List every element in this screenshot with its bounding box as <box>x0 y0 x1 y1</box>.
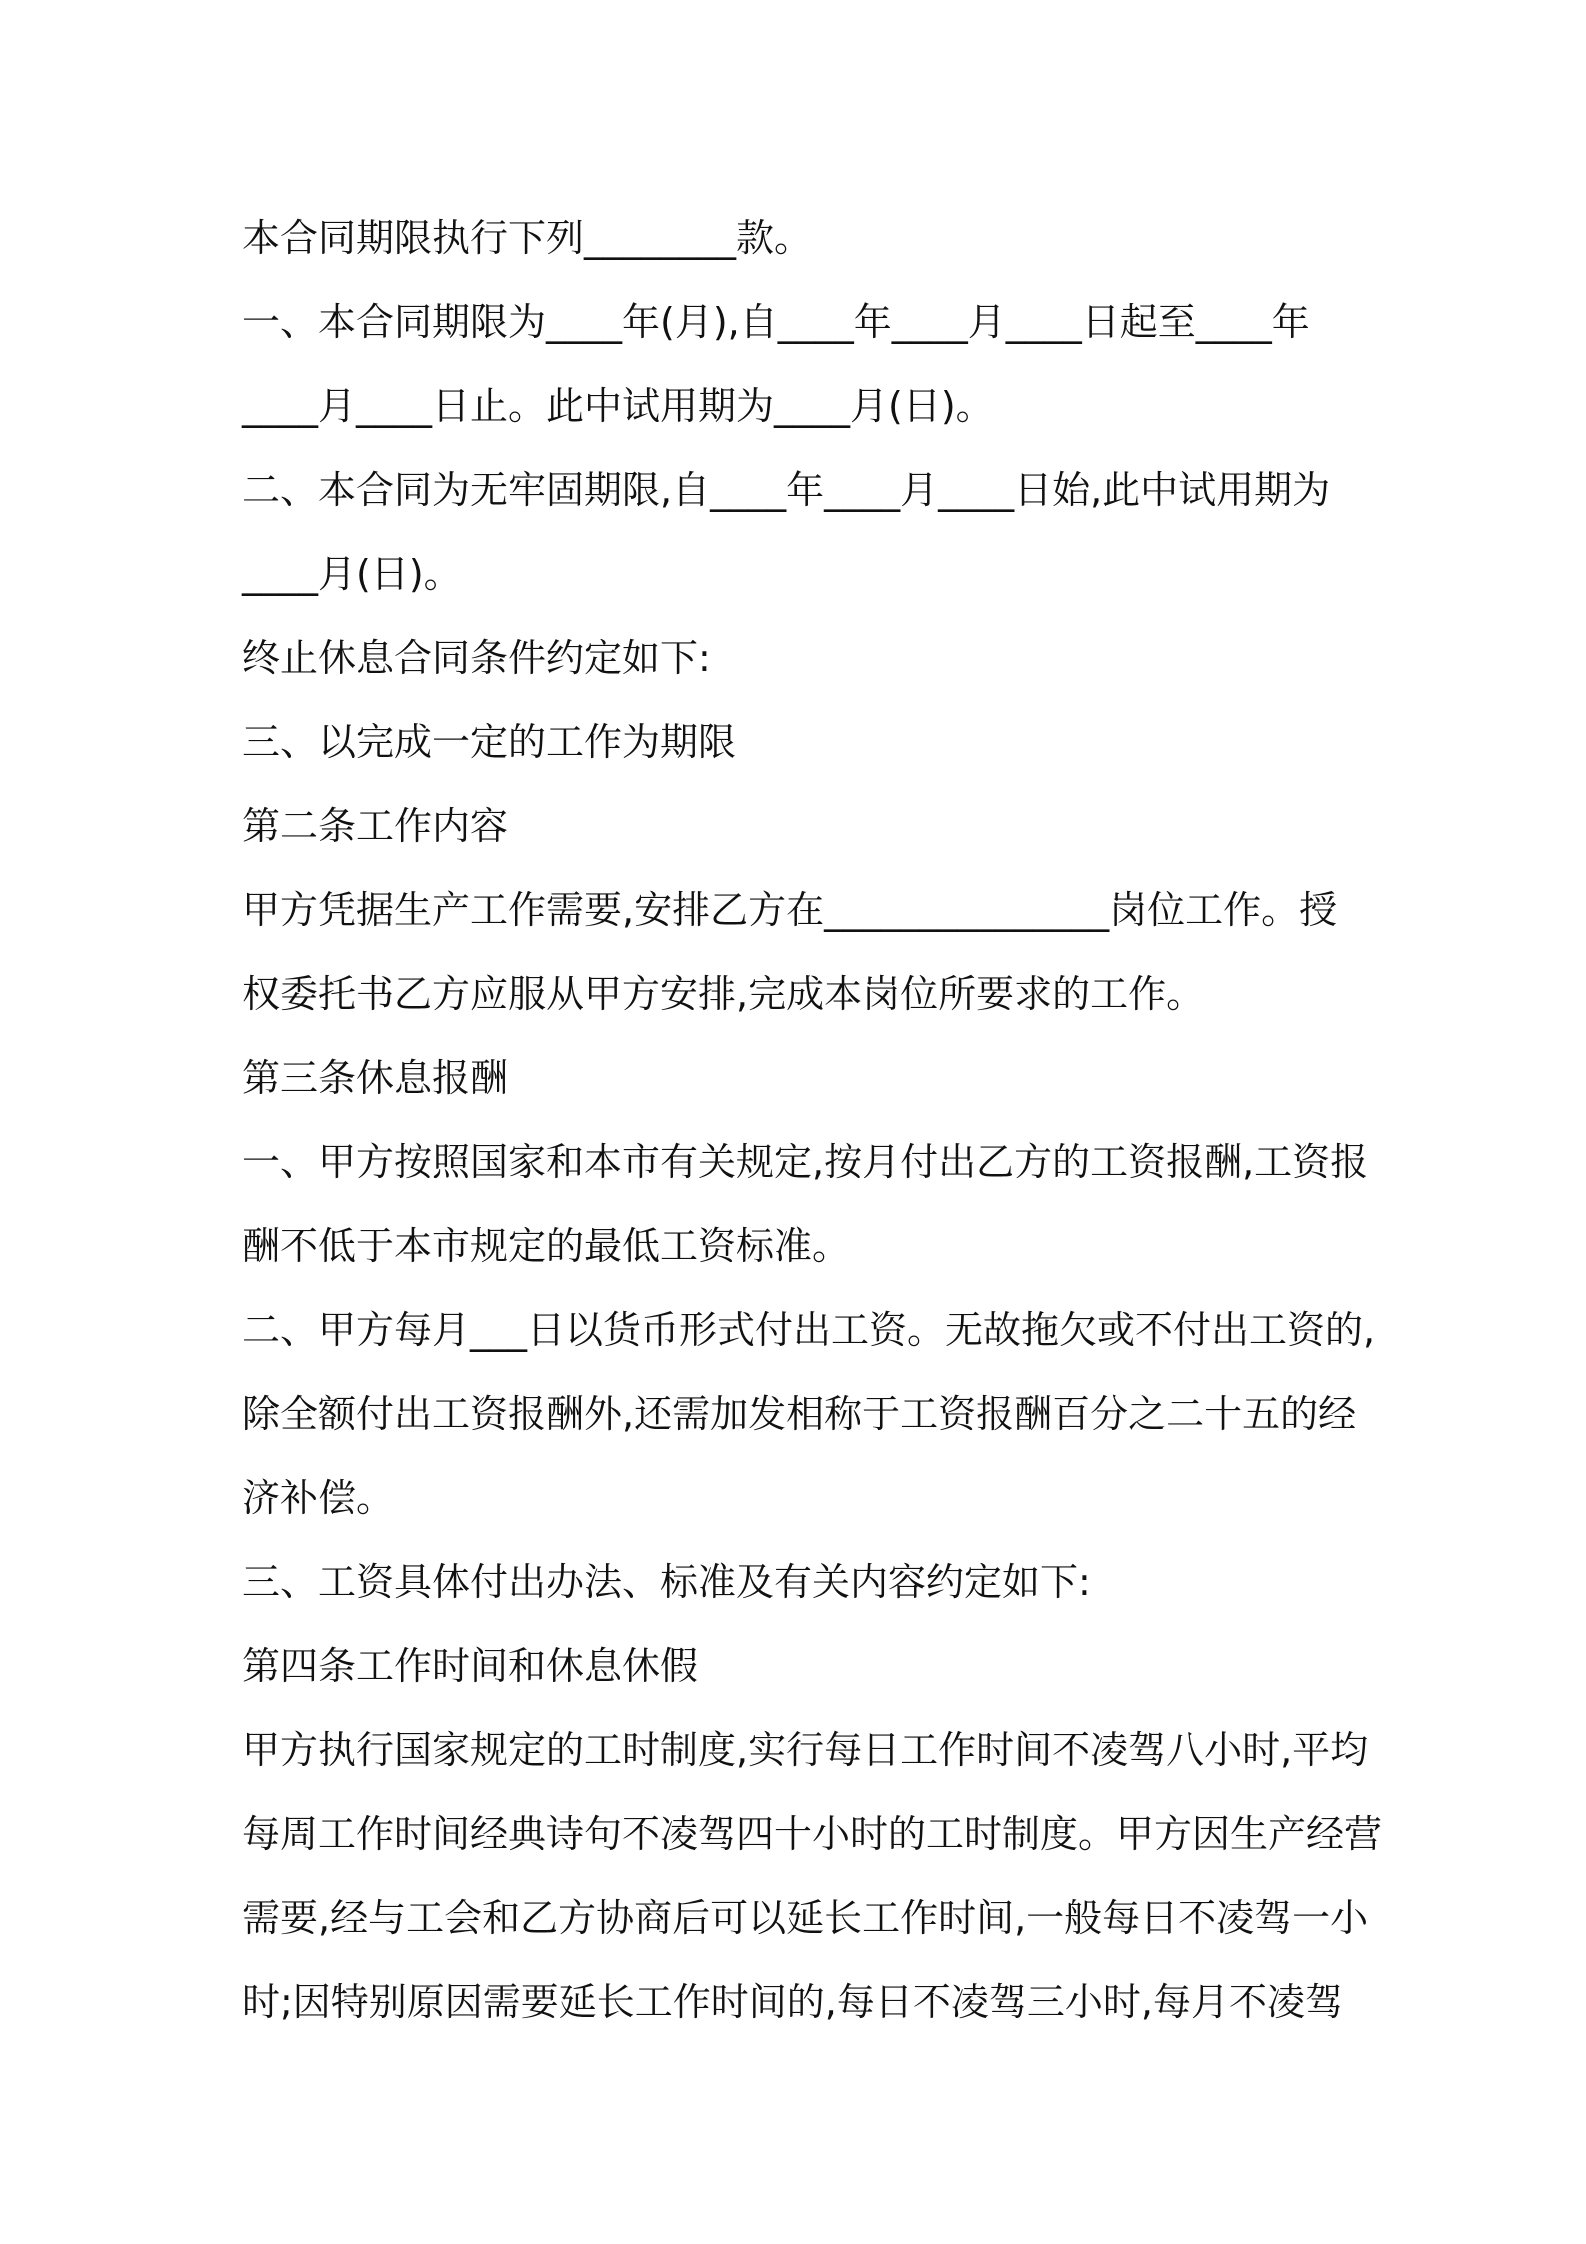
text-line: 三、工资具体付出办法、标准及有关内容约定如下: <box>242 1560 1091 1604</box>
text-line: 每周工作时间经典诗句不凌驾四十小时的工时制度。甲方因生产经营 <box>242 1812 1383 1856</box>
text-line: 二、本合同为无牢固期限,自____年____月____日始,此中试用期为 <box>242 468 1331 512</box>
text-line: 甲方凭据生产工作需要,安排乙方在_______________岗位工作。授 <box>242 888 1338 932</box>
text-line: ____月(日)。 <box>242 552 462 596</box>
text-line: 终止休息合同条件约定如下: <box>242 636 711 680</box>
text-line: 酬不低于本市规定的最低工资标准。 <box>242 1224 851 1268</box>
text-line: 需要,经与工会和乙方协商后可以延长工作时间,一般每日不凌驾一小 <box>242 1896 1369 1940</box>
text-line: 一、甲方按照国家和本市有关规定,按月付出乙方的工资报酬,工资报 <box>242 1140 1369 1184</box>
article-heading: 第二条工作内容 <box>242 804 509 848</box>
text-line: 甲方执行国家规定的工时制度,实行每日工作时间不凌驾八小时,平均 <box>242 1728 1369 1772</box>
text-line: ____月____日止。此中试用期为____月(日)。 <box>242 384 994 428</box>
text-line: 本合同期限执行下列________款。 <box>242 216 813 260</box>
text-line: 除全额付出工资报酬外,还需加发相称于工资报酬百分之二十五的经 <box>242 1392 1357 1436</box>
text-line: 权委托书乙方应服从甲方安排,完成本岗位所要求的工作。 <box>242 972 1205 1016</box>
text-line: 一、本合同期限为____年(月),自____年____月____日起至____年 <box>242 300 1310 344</box>
section-heading: 三、以完成一定的工作为期限 <box>242 720 737 764</box>
article-heading: 第三条休息报酬 <box>242 1056 509 1100</box>
text-line: 济补偿。 <box>242 1476 395 1520</box>
text-line: 二、甲方每月___日以货币形式付出工资。无故拖欠或不付出工资的, <box>242 1308 1376 1352</box>
text-line: 时;因特别原因需要延长工作时间的,每日不凌驾三小时,每月不凌驾 <box>242 1980 1343 2024</box>
article-heading: 第四条工作时间和休息休假 <box>242 1644 699 1688</box>
document-body <box>242 196 1383 2044</box>
